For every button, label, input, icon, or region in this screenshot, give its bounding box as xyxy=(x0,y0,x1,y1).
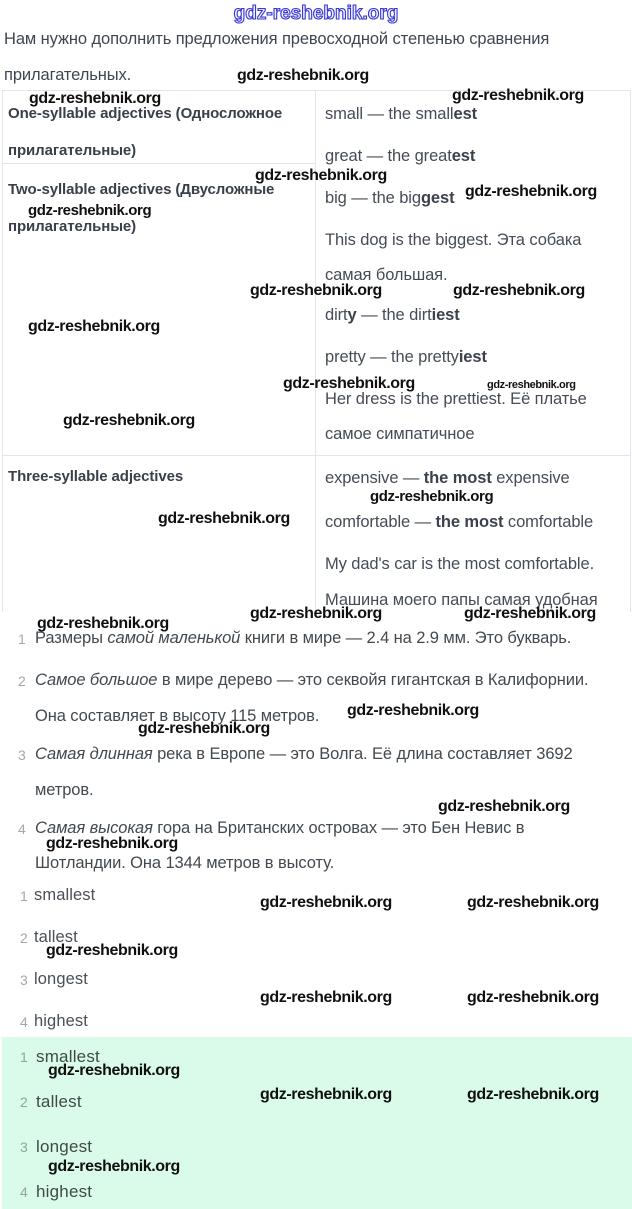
question-1-number: 1 xyxy=(18,631,26,647)
final-answer-1: smallest xyxy=(36,1047,100,1066)
watermark-text: gdz-reshebnik.org xyxy=(467,894,599,911)
site-watermark-blue: gdz-reshebnik.org xyxy=(233,3,399,24)
watermark-text: gdz-reshebnik.org xyxy=(138,720,270,737)
watermark-text: gdz-reshebnik.org xyxy=(260,1086,392,1103)
example-comfortable xyxy=(325,513,593,532)
question-4-italic: Самая высокая xyxy=(35,819,153,837)
example-expensive-tail: expensive xyxy=(491,469,570,487)
watermark-text: gdz-reshebnik.org xyxy=(250,605,382,622)
watermark-text: gdz-reshebnik.org xyxy=(347,702,479,719)
watermark-text: gdz-reshebnik.org xyxy=(158,510,290,527)
watermark-text: gdz-reshebnik.org xyxy=(46,942,178,959)
watermark-text: gdz-reshebnik.org xyxy=(467,989,599,1006)
example-big-suffix: gest xyxy=(420,189,455,207)
draft-answer-2: tallest xyxy=(34,928,78,946)
question-4-tail: гора на Британских островах — это Бен Невис в xyxy=(152,819,525,837)
final-answer-4-number: 4 xyxy=(20,1184,28,1200)
watermark-text: gdz-reshebnik.org xyxy=(29,90,161,107)
table-header-one-syllable-line1: One-syllable adjectives (Односложное xyxy=(8,105,283,122)
question-3-text-line1 xyxy=(35,745,573,764)
example-comfortable-most: the most xyxy=(435,513,504,531)
example-pretty xyxy=(325,348,487,367)
draft-answer-1: smallest xyxy=(34,886,96,904)
question-1-lead: Размеры xyxy=(35,629,108,647)
table-left-border xyxy=(2,90,3,612)
example-small-suffix: est xyxy=(453,105,478,123)
question-2-italic: Самое большое xyxy=(35,671,158,689)
watermark-text: gdz-reshebnik.org xyxy=(487,379,576,391)
question-4-text-line2: Шотландии. Она 1344 метров в высоту. xyxy=(35,854,335,872)
question-1-tail: книги в мире — 2.4 на 2.9 мм. Это букварь. xyxy=(240,629,572,647)
table-right-border xyxy=(630,90,631,612)
question-2-tail: в мире дерево — это секвойя гигантская в Калифорнии. xyxy=(157,671,589,689)
draft-answer-3-number: 3 xyxy=(20,972,28,988)
watermark-text: gdz-reshebnik.org xyxy=(438,798,570,815)
final-answer-3: longest xyxy=(36,1137,93,1156)
example-pretty-root: pretty — the pretty xyxy=(325,348,459,366)
watermark-text: gdz-reshebnik.org xyxy=(453,282,585,299)
example-small xyxy=(325,105,477,124)
table-header-two-syllable-line2: прилагательные) xyxy=(8,218,137,235)
draft-answer-2-number: 2 xyxy=(20,930,28,946)
intro-line-1: Нам нужно дополнить предложения превосходной степенью сравнения xyxy=(4,30,550,48)
example-dog-sentence-line1: This dog is the biggest. Эта собака xyxy=(325,231,582,249)
example-great-suffix: est xyxy=(451,147,476,165)
draft-answer-4: highest xyxy=(34,1012,88,1030)
table-header-two-syllable-line1: Two-syllable adjectives (Двусложные xyxy=(8,181,275,198)
draft-answer-4-number: 4 xyxy=(20,1014,28,1030)
watermark-text: gdz-reshebnik.org xyxy=(48,1158,180,1175)
example-expensive-word: expensive — xyxy=(325,469,424,487)
example-dirty-mid: — the dirt xyxy=(356,306,432,324)
question-4-number: 4 xyxy=(18,821,26,837)
question-2-number: 2 xyxy=(18,673,26,689)
final-answer-2: tallest xyxy=(36,1092,82,1111)
watermark-text: gdz-reshebnik.org xyxy=(467,1086,599,1103)
final-answer-2-number: 2 xyxy=(20,1094,28,1110)
watermark-text: gdz-reshebnik.org xyxy=(260,894,392,911)
watermark-text: gdz-reshebnik.org xyxy=(46,835,178,852)
question-3-number: 3 xyxy=(18,747,26,763)
table-header-three-syllable: Three-syllable adjectives xyxy=(8,468,184,485)
watermark-text: gdz-reshebnik.org xyxy=(28,202,152,219)
question-3-text-line2: метров. xyxy=(35,781,94,799)
example-pretty-suffix: iest xyxy=(458,348,487,366)
watermark-text: gdz-reshebnik.org xyxy=(48,1062,180,1079)
example-dirty-suffix: iest xyxy=(431,306,460,324)
example-car-sentence-line2: Машина моего папы самая удобная xyxy=(325,591,598,609)
example-dirty-ending: y xyxy=(347,306,357,324)
watermark-text: gdz-reshebnik.org xyxy=(464,605,596,622)
intro-line-2: прилагательных. xyxy=(4,66,132,84)
example-small-root: small — the small xyxy=(325,105,454,123)
watermark-text: gdz-reshebnik.org xyxy=(63,412,195,429)
question-3-tail: река в Европе — это Волга. Её длина составляет 3692 xyxy=(152,745,573,763)
example-big-root: big — the big xyxy=(325,189,421,207)
table-header-one-syllable-line2: прилагательные) xyxy=(8,142,137,159)
draft-answer-3: longest xyxy=(34,970,88,988)
example-great xyxy=(325,147,475,166)
example-comfortable-tail: comfortable xyxy=(503,513,594,531)
watermark-text: gdz-reshebnik.org xyxy=(28,318,160,335)
question-1-italic: самой маленькой xyxy=(107,629,241,647)
example-car-sentence-line1: My dad's car is the most comfortable. xyxy=(325,555,595,573)
example-expensive xyxy=(325,469,570,488)
example-dress-sentence-line1: Her dress is the prettiest. Её платье xyxy=(325,390,587,408)
example-big xyxy=(325,189,454,208)
watermark-text: gdz-reshebnik.org xyxy=(255,167,387,184)
example-dog-sentence-line2: самая большая. xyxy=(325,266,448,284)
question-2-text-line1 xyxy=(35,671,589,690)
example-expensive-most: the most xyxy=(423,469,492,487)
example-dirty-root: dirt xyxy=(325,306,348,324)
final-answer-3-number: 3 xyxy=(20,1139,28,1155)
watermark-text: gdz-reshebnik.org xyxy=(237,67,369,84)
watermark-text: gdz-reshebnik.org xyxy=(452,87,584,104)
watermark-text: gdz-reshebnik.org xyxy=(260,989,392,1006)
watermark-text: gdz-reshebnik.org xyxy=(465,183,597,200)
watermark-text: gdz-reshebnik.org xyxy=(250,282,382,299)
example-comfortable-word: comfortable — xyxy=(325,513,436,531)
table-row-border-2 xyxy=(2,455,631,456)
question-2-text-line2: Она составляет в высоту 115 метров. xyxy=(35,707,320,725)
watermark-text: gdz-reshebnik.org xyxy=(370,488,494,505)
example-dress-sentence-line2: самое симпатичное xyxy=(325,425,475,443)
example-great-root: great — the great xyxy=(325,147,452,165)
watermark-text: gdz-reshebnik.org xyxy=(283,375,415,392)
table-row-border-1 xyxy=(2,163,315,164)
final-answer-1-number: 1 xyxy=(20,1049,28,1065)
final-answer-4: highest xyxy=(36,1182,93,1201)
example-dirty xyxy=(325,306,460,325)
draft-answer-1-number: 1 xyxy=(20,888,28,904)
question-3-italic: Самая длинная xyxy=(35,745,153,763)
watermark-text: gdz-reshebnik.org xyxy=(37,615,169,632)
